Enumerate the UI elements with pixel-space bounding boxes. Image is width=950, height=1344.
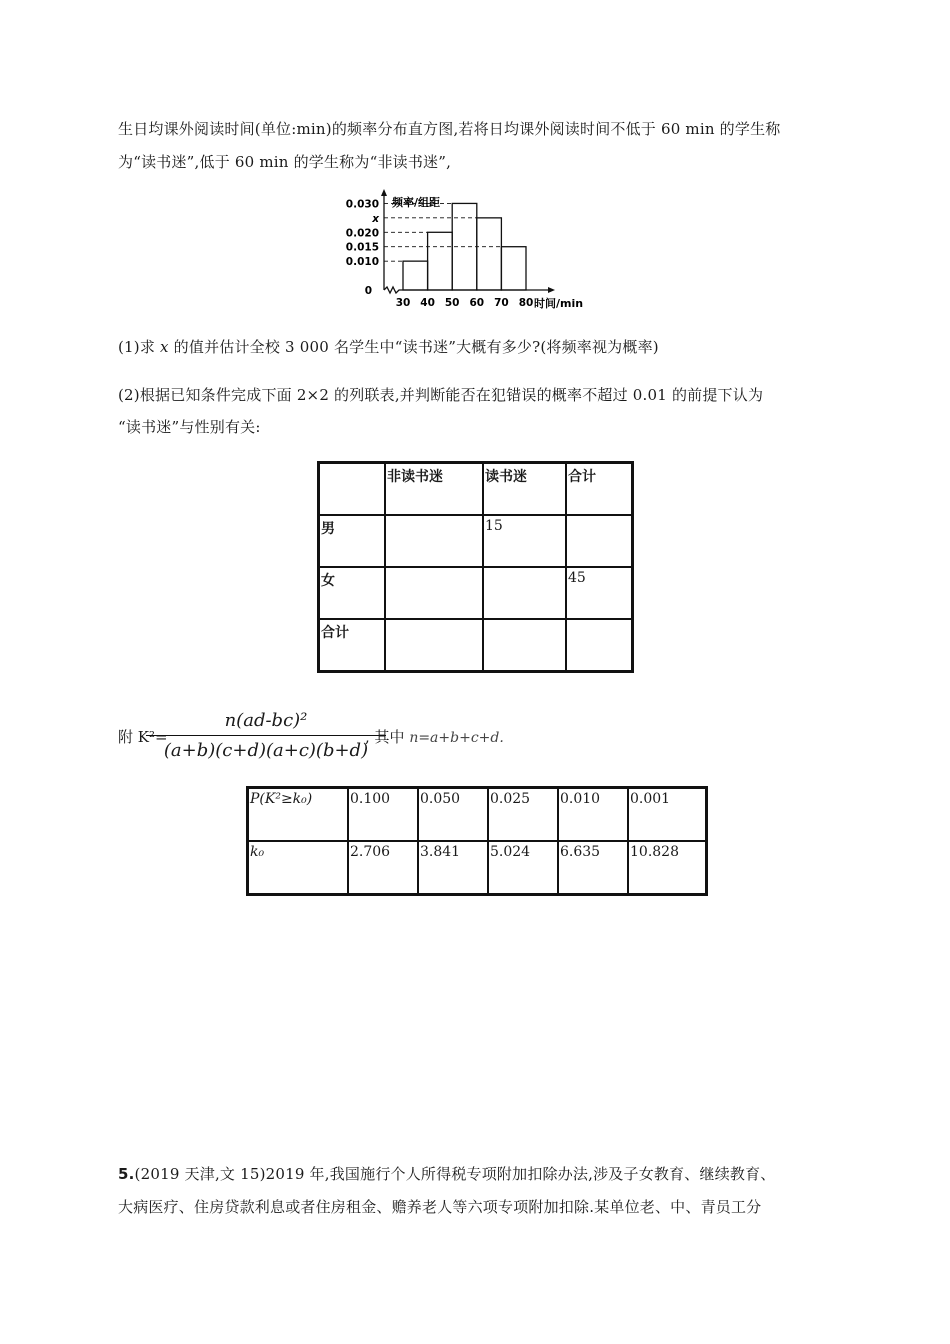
y-axis-label: 频率/组距 [392, 196, 441, 209]
cell-male-total [566, 515, 633, 567]
table-row [248, 841, 707, 895]
row-label-male: 男 [319, 515, 386, 567]
row-label-total: 合计 [319, 619, 386, 672]
header-cell-empty [319, 463, 386, 516]
table-row [319, 619, 633, 672]
cell-total-non-reader [385, 619, 483, 672]
row-label-female: 女 [319, 567, 386, 619]
cell-k0-5024: 5.024 [488, 841, 558, 895]
formula-label: 附 K²= [118, 728, 168, 746]
header-reader: 读书迷 [483, 463, 566, 516]
formula-numerator: n(ad-bc)² [224, 710, 308, 731]
contingency-table [317, 461, 634, 673]
table-header-row [319, 463, 633, 516]
question-1-prefix: (1)求 [118, 338, 161, 356]
y-axis-arrow [381, 189, 387, 196]
x-axis-label: 时间/min [534, 297, 584, 310]
cell-k0-3841: 3.841 [418, 841, 488, 895]
cell-female-non-reader [385, 567, 483, 619]
question-1-var: x [160, 338, 169, 356]
x-tick-label: 40 [420, 297, 435, 309]
formula-suffix [365, 726, 504, 747]
cell-male-reader: 15 [483, 515, 566, 567]
y-tick-label: x [372, 212, 379, 225]
cell-p-0001: 0.001 [628, 788, 707, 842]
table-row [319, 567, 633, 619]
k-squared-formula [118, 708, 538, 764]
question-2-line-1: (2)根据已知条件完成下面 2×2 的列联表,并判断能否在犯错误的概率不超过 0.01 的前提下认为 [118, 386, 764, 404]
y-tick-label: 0.015 [345, 241, 379, 254]
cell-total-reader [483, 619, 566, 672]
problem-5-line-1 [118, 1163, 776, 1184]
problem-number: 5. [118, 1165, 135, 1183]
formula-denominator: (a+b)(c+d)(a+c)(b+d) [163, 740, 369, 761]
table-row [319, 515, 633, 567]
cell-p-0010: 0.010 [558, 788, 628, 842]
frequency-histogram [340, 186, 610, 314]
cell-k0-6635: 6.635 [558, 841, 628, 895]
x-axis-arrow [548, 287, 555, 293]
y-tick-label: 0.020 [345, 227, 379, 240]
cell-total-total [566, 619, 633, 672]
histogram-bar [477, 218, 502, 290]
cell-p-0050: 0.050 [418, 788, 488, 842]
question-2-line-2: “读书迷”与性别有关: [118, 418, 261, 436]
x-tick-label: 70 [494, 297, 509, 309]
question-1-suffix: 的值并估计全校 3 000 名学生中“读书迷”大概有多少?(将频率视为概率) [168, 338, 659, 356]
table-row [248, 788, 707, 842]
histogram-bar [403, 261, 428, 290]
cell-p-0100: 0.100 [348, 788, 418, 842]
cell-female-total: 45 [566, 567, 633, 619]
formula-fraction [146, 708, 386, 764]
intro-line-1: 生日均课外阅读时间(单位:min)的频率分布直方图,若将日均课外阅读时间不低于 60 min 的学生称 [118, 120, 781, 138]
header-non-reader: 非读书迷 [385, 463, 483, 516]
critical-value-table [246, 786, 708, 896]
formula-n-definition: n=a+b+c+d. [409, 730, 504, 746]
header-total: 合计 [566, 463, 633, 516]
question-1 [118, 336, 659, 357]
problem-5-line-2: 大病医疗、住房贷款利息或者住房租金、赡养老人等六项专项附加扣除.某单位老、中、青员工分 [118, 1198, 762, 1216]
cell-female-reader [483, 567, 566, 619]
x-tick-label: 80 [518, 297, 534, 309]
origin-label: 0 [364, 285, 372, 297]
y-tick-label: 0.010 [345, 256, 379, 269]
fraction-bar [146, 735, 386, 736]
cell-p-label: P(K²≥k₀) [248, 788, 349, 842]
y-tick-label: 0.030 [345, 198, 379, 211]
formula-where: , 其中 [365, 728, 410, 746]
cell-k0-label: k₀ [248, 841, 349, 895]
cell-p-0025: 0.025 [488, 788, 558, 842]
x-tick-label: 60 [469, 297, 485, 309]
x-tick-label: 50 [444, 297, 460, 309]
problem-5-text-1: (2019 天津,文 15)2019 年,我国施行个人所得税专项附加扣除办法,涉及子女教育、继续教育、 [134, 1165, 776, 1183]
histogram-bar [501, 247, 526, 290]
cell-male-non-reader [385, 515, 483, 567]
histogram-bar [428, 232, 453, 290]
cell-k0-2706: 2.706 [348, 841, 418, 895]
cell-k0-10828: 10.828 [628, 841, 707, 895]
intro-line-2: 为“读书迷”,低于 60 min 的学生称为“非读书迷”, [118, 153, 452, 171]
x-tick-label: 30 [395, 297, 411, 309]
